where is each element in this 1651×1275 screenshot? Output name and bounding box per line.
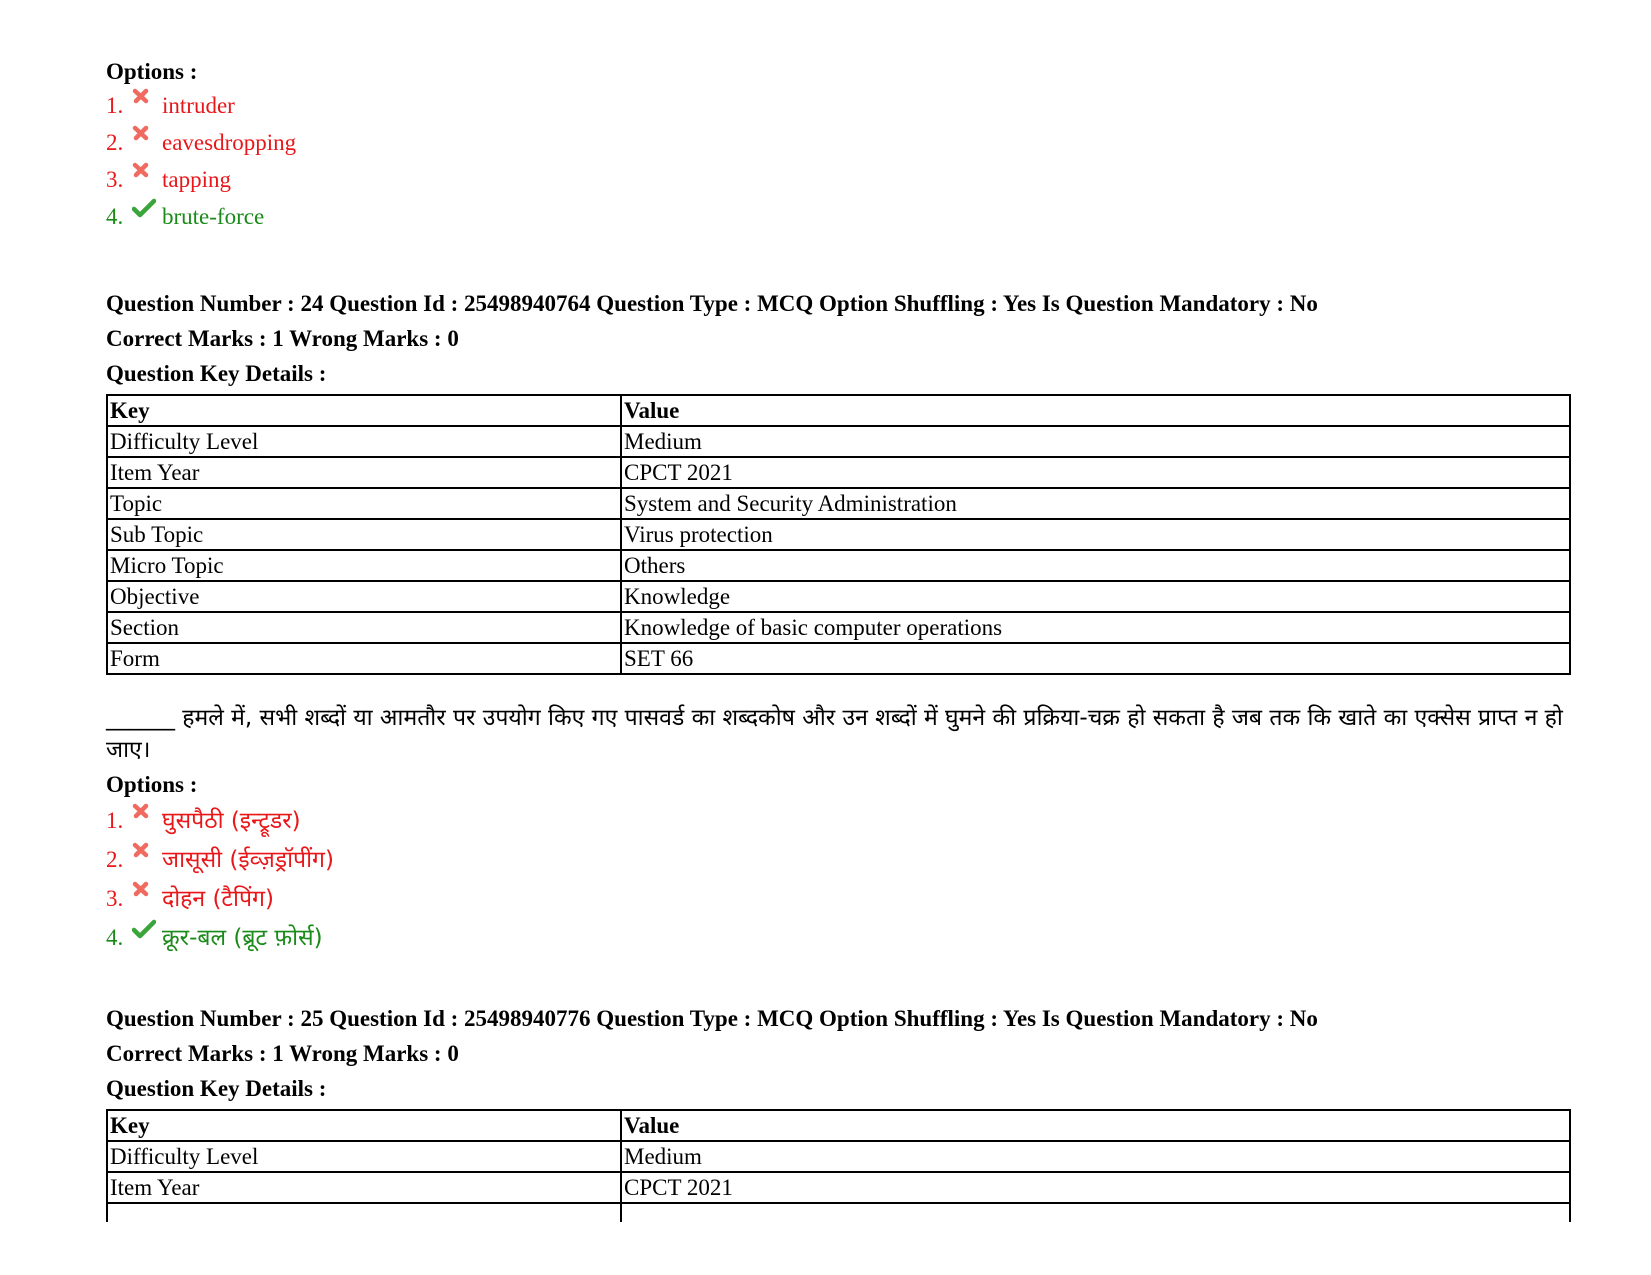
table-row (107, 612, 1570, 643)
row-value: Medium (621, 426, 1570, 457)
option-4 (106, 203, 296, 240)
row-key: Item Year (107, 457, 621, 488)
cross-icon (132, 802, 162, 826)
option-number: 4. (106, 204, 124, 229)
option-text: जासूसी (ईव्ज़ड्रॉपींग) (162, 847, 334, 873)
row-key-empty (107, 1203, 621, 1222)
key-details-table (106, 394, 1571, 675)
q24-key-table-wrap (106, 394, 1571, 675)
question-header: Question Number : 25 Question Id : 25498940776 Question Type : MCQ Option Shuffling : Yes Is Question Mandatory : No (106, 1006, 1318, 1031)
table-row (107, 1172, 1570, 1203)
q25-key-table-wrap (106, 1109, 1571, 1222)
cross-icon (132, 87, 162, 111)
table-row (107, 581, 1570, 612)
row-value: CPCT 2021 (621, 1172, 1570, 1203)
table-row (107, 1203, 1570, 1222)
row-value: CPCT 2021 (621, 457, 1570, 488)
question-header: Question Number : 24 Question Id : 25498940764 Question Type : MCQ Option Shuffling : Yes Is Question Mandatory : No (106, 291, 1318, 316)
question-marks: Correct Marks : 1 Wrong Marks : 0 (106, 326, 459, 351)
option-number: 1. (106, 808, 124, 833)
option-text: दोहन (टैपिंग) (162, 886, 274, 912)
question-text: ______ हमले में, सभी शब्दों या आमतौर पर उपयोग किए गए पासवर्ड का शब्दकोष और उन शब्दों में घुमने की प्रक्रिया-चक्र हो सकता है जब तक कि खाते का एक्सेस प्राप्त न हो जाए। (106, 705, 1563, 763)
row-value-empty (621, 1203, 1570, 1222)
row-key: Difficulty Level (107, 1141, 621, 1172)
q24-options (106, 771, 334, 963)
table-row (107, 488, 1570, 519)
row-value: SET 66 (621, 643, 1570, 674)
table-row (107, 1141, 1570, 1172)
table-header-value: Value (621, 395, 1570, 426)
option-text: eavesdropping (162, 130, 297, 155)
row-value: System and Security Administration (621, 488, 1570, 519)
row-value: Others (621, 550, 1570, 581)
q23-options (106, 58, 296, 240)
cross-icon (132, 161, 162, 185)
row-value: Medium (621, 1141, 1570, 1172)
table-row (107, 426, 1570, 457)
option-number: 3. (106, 167, 124, 192)
cross-icon (132, 124, 162, 148)
q24-header (106, 290, 1318, 395)
options-label: Options : (106, 59, 198, 84)
row-value: Knowledge of basic computer operations (621, 612, 1570, 643)
table-row (107, 457, 1570, 488)
table-header-value: Value (621, 1110, 1570, 1141)
cross-icon (132, 841, 162, 865)
table-row (107, 519, 1570, 550)
row-key: Difficulty Level (107, 426, 621, 457)
option-text: क्रूर-बल (ब्रूट फ़ोर्स) (162, 925, 323, 951)
option-number: 1. (106, 93, 124, 118)
question-marks: Correct Marks : 1 Wrong Marks : 0 (106, 1041, 459, 1066)
table-header-key: Key (107, 395, 621, 426)
row-key: Section (107, 612, 621, 643)
option-number: 2. (106, 130, 124, 155)
key-details-label: Question Key Details : (106, 1076, 327, 1101)
row-key: Topic (107, 488, 621, 519)
row-key: Micro Topic (107, 550, 621, 581)
table-header-row (107, 395, 1570, 426)
row-value: Virus protection (621, 519, 1570, 550)
row-value: Knowledge (621, 581, 1570, 612)
key-details-label: Question Key Details : (106, 361, 327, 386)
check-icon (132, 919, 162, 943)
row-key: Sub Topic (107, 519, 621, 550)
row-key: Item Year (107, 1172, 621, 1203)
table-header-row (107, 1110, 1570, 1141)
option-number: 4. (106, 925, 124, 950)
table-header-key: Key (107, 1110, 621, 1141)
check-icon (132, 198, 162, 222)
row-key: Objective (107, 581, 621, 612)
option-number: 2. (106, 847, 124, 872)
table-row (107, 550, 1570, 581)
option-text: brute-force (162, 204, 265, 229)
option-text: घुसपैठी (इन्ट्रूडर) (162, 808, 301, 834)
options-label: Options : (106, 772, 198, 797)
row-key: Form (107, 643, 621, 674)
q25-header (106, 1005, 1318, 1110)
option-text: tapping (162, 167, 231, 192)
table-row (107, 643, 1570, 674)
key-details-table (106, 1109, 1571, 1222)
cross-icon (132, 880, 162, 904)
option-number: 3. (106, 886, 124, 911)
option-4 (106, 924, 334, 963)
option-text: intruder (162, 93, 235, 118)
